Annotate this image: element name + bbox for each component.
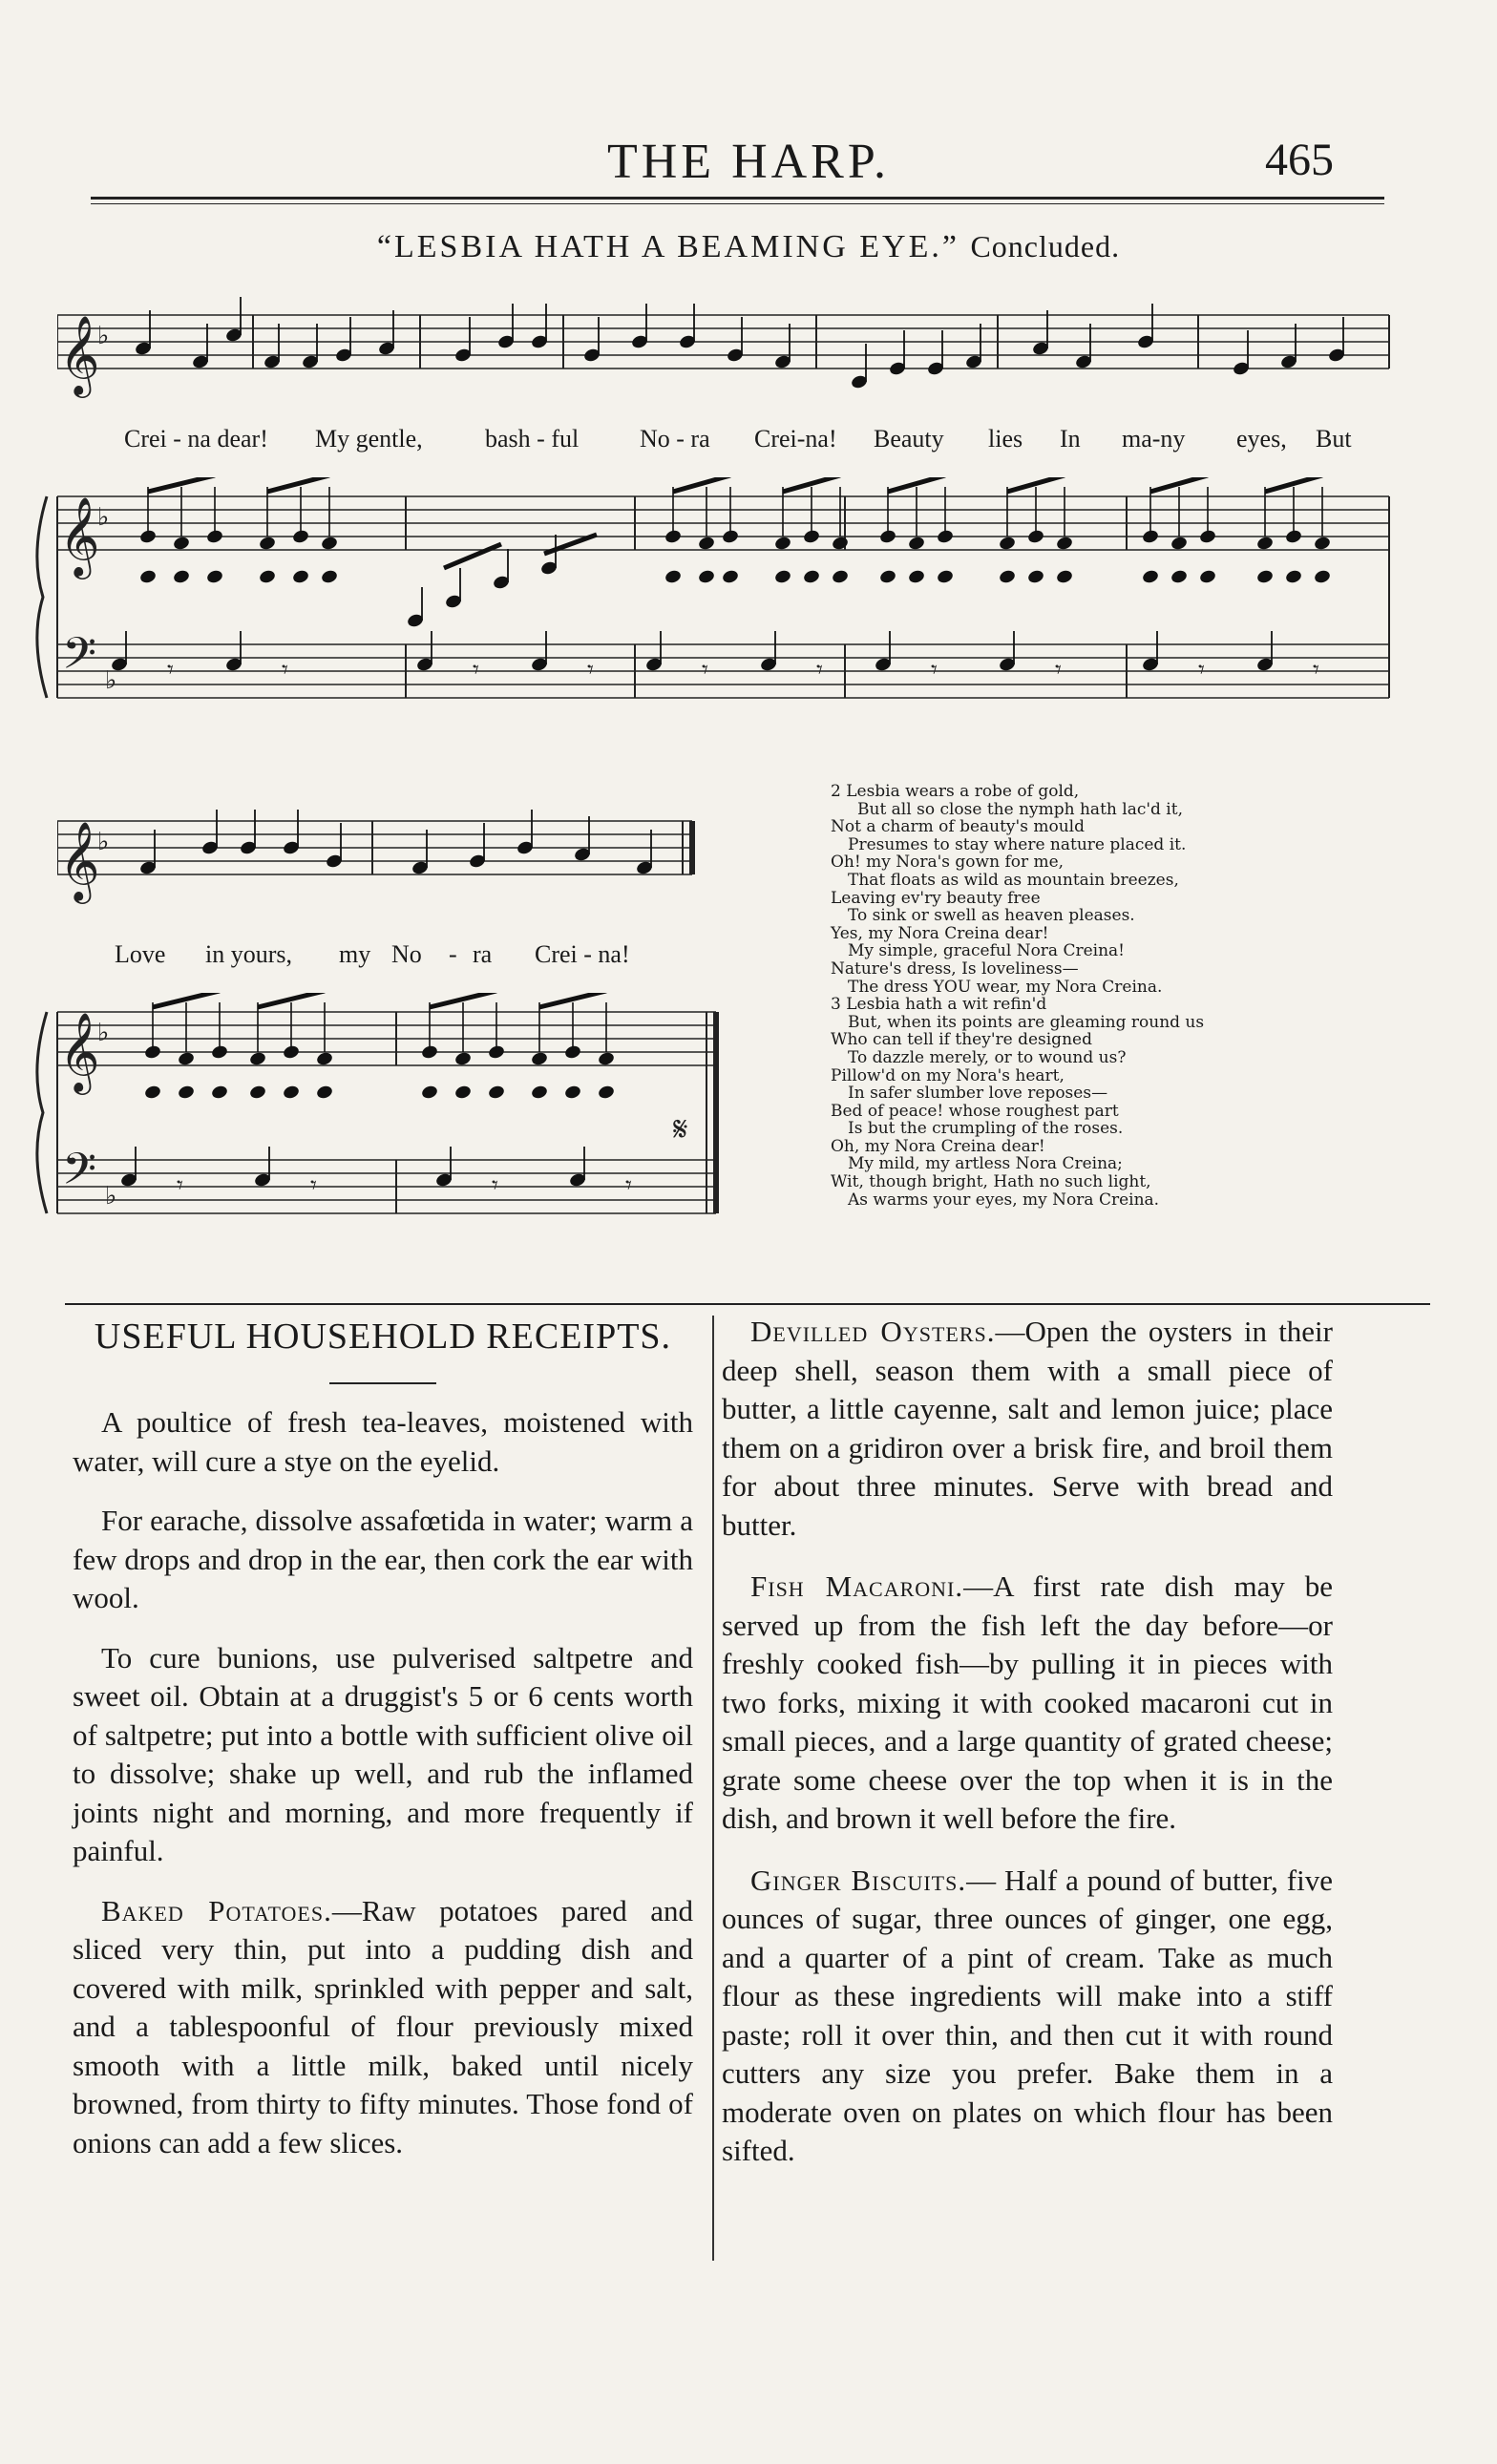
note-head [248,1051,266,1067]
note-head [936,569,954,585]
key-signature-flat: ♭ [97,1019,110,1047]
additional-verses [831,783,1365,1209]
treble-clef: 𝄞 [59,495,100,576]
verse-line: Oh! my Nora's gown for me, [831,853,1065,873]
receipt-paragraph [722,1313,1333,1545]
receipts-right-column [722,1313,1333,2171]
receipt-text: For earache, dissolve assafœtida in water; warm a few drops and drop in the ear, then cork the ear with wool. [73,1504,693,1614]
page-number: 465 [1265,135,1334,185]
rest-symbol: 𝄾 [167,656,174,684]
note-head [773,536,791,552]
receipt-paragraph [722,1862,1333,2171]
note-head [563,1085,581,1101]
brace [37,496,47,698]
note-head [172,569,190,585]
note-head [597,1085,615,1101]
song-title [0,229,1497,265]
verse-line: Yes, my Nora Creina dear! [831,923,1049,943]
note-head [530,1085,548,1101]
lyric-word: in yours, [205,940,292,968]
verse-line: Is but the crumpling of the roses. [848,1119,1124,1139]
verse-line: That floats as wild as mountain breezes, [848,870,1179,890]
note-head [831,569,849,585]
rest-symbol: 𝄾 [931,656,938,684]
lyric-word: Beauty [874,425,944,453]
rest-symbol: 𝄾 [1313,656,1319,684]
running-title: THE HARP. [606,135,891,189]
receipt-paragraph [73,1502,693,1618]
rest-symbol: 𝄾 [177,1171,183,1200]
note-head [282,1085,300,1101]
receipt-title: Devilled Oysters. [750,1315,996,1348]
verse-line: Bed of peace! whose roughest part [831,1101,1119,1121]
note-head [315,1051,333,1067]
receipt-text: —Open the oysters in their deep shell, season them with a small piece of butter, a little cayenne, salt and lemon juice; place them on a gridiron over a brisk fire, and broil them for about three minutes. Serve with bread and butter. [722,1315,1333,1542]
verse-line: My mild, my artless Nora Creina; [848,1154,1123,1174]
column-rule [712,1316,714,2261]
note-head [907,536,925,552]
note-head [597,1051,615,1067]
segno-symbol: 𝄋 [673,1110,688,1149]
key-signature-flat: ♭ [97,322,110,350]
note-head [998,536,1016,552]
section-divider [65,1303,1430,1305]
receipt-text: —Raw potatoes pared and sliced very thin, put into a pudding dish and covered with milk, sprinkled with pepper and salt, and a tablespoonful of flour previously mixed smooth with a little milk, baked until nicely browned, from thirty to fifty minutes. Those fond of onions can add a few slices. [73,1893,693,2159]
note-head [1313,536,1331,552]
lyric-word: Crei - na! [535,940,630,968]
header-rule-thin [91,203,1384,204]
note-head [530,1051,548,1067]
rest-symbol: 𝄾 [587,656,594,684]
key-signature-flat: ♭ [97,828,110,856]
note-beam [444,544,501,568]
lyric-word: In [1060,425,1081,453]
song-title-text: “LESBIA HATH A BEAMING EYE.” [376,229,959,264]
verse-line: But, when its points are gleaming round us [848,1012,1205,1032]
rest-symbol: 𝄾 [492,1171,498,1200]
verse-line: 3 Lesbia hath a wit refin'd [831,995,1047,1015]
bass-clef: 𝄢 [62,628,97,690]
receipt-text: To cure bunions, use pulverised saltpetre and sweet oil. Obtain at a druggist's 5 or 6 cents worth of saltpetre; put into a bottle with sufficient olive oil to dissolve; shake up well, and rub the inflamed joints night and morning, and more frequently if painful. [73,1640,693,1867]
note-head [420,1085,438,1101]
receipt-title: Baked Potatoes. [101,1893,332,1927]
verse-line: Wit, though bright, Hath no such light, [831,1172,1151,1192]
lyric-word: ma-ny [1122,425,1186,453]
score-system-2-piano-staves [24,993,726,1270]
note-head [138,569,157,585]
note-head [258,536,276,552]
rest-symbol: 𝄾 [625,1171,632,1200]
note-head [320,536,338,552]
note-head [1313,569,1331,585]
lyric-word: No [391,940,422,968]
score-system-1-melody-staff [57,296,1394,439]
note-head [258,569,276,585]
note-head [1026,569,1044,585]
treble-clef: 𝄞 [59,1011,100,1091]
verse-line: Oh, my Nora Creina dear! [831,1136,1045,1156]
rest-symbol: 𝄾 [1055,656,1062,684]
note-head [1198,569,1216,585]
treble-clef: 𝄞 [59,820,100,900]
score-system-2-melody-staff [57,802,726,945]
lyric-word: my [339,940,371,968]
lyric-word: My gentle, [315,425,423,453]
receipt-text: —A first rate dish may be served up from the fish left the day before—or freshly cooked fish—by pulling it in pieces with two forks, mixing it with cooked macaroni cut in small pieces, and a large quantity of grated cheese; grate some cheese over the top when it is in the dish, and brown it well before the fire. [722,1569,1333,1835]
note-head [172,536,190,552]
note-head [721,569,739,585]
bass-clef: 𝄢 [62,1144,97,1206]
note-head [453,1051,472,1067]
lyric-word: Love [115,940,166,968]
rest-symbol: 𝄾 [473,656,479,684]
note-head [1170,536,1188,552]
song-title-suffix: Concluded. [970,229,1121,263]
verse-line: To sink or swell as heaven pleases. [848,906,1135,926]
note-head [315,1085,333,1101]
brace [37,1012,47,1213]
receipt-paragraph [73,1892,693,2163]
rest-symbol: 𝄾 [816,656,823,684]
lyric-word: But [1316,425,1352,453]
note-head [831,536,849,552]
rest-symbol: 𝄾 [310,1171,317,1200]
note-head [878,569,896,585]
lyric-word: eyes, [1236,425,1287,453]
lyrics-line-1 [124,425,1394,459]
lyric-word: ra [473,940,493,968]
score-system-1-piano-staves [24,477,1394,754]
note-head [1255,536,1274,552]
note-head [210,1085,228,1101]
receipt-title: Ginger Biscuits. [750,1863,967,1897]
note-head [453,1085,472,1101]
note-beam [544,535,597,554]
note-head [1284,569,1302,585]
note-head [773,569,791,585]
receipt-paragraph [73,1639,693,1871]
lyric-word: - [449,940,457,968]
note-beam [267,477,329,492]
receipt-paragraph [73,1403,693,1481]
verse-line: Who can tell if they're designed [831,1030,1092,1050]
verse-line: Pillow'd on my Nora's heart, [831,1065,1065,1085]
receipt-text: A poultice of fresh tea-leaves, moistened with water, will cure a stye on the eyelid. [73,1405,693,1478]
note-head [320,569,338,585]
lyric-word: No - ra [640,425,710,453]
note-head [697,569,715,585]
note-head [177,1085,195,1101]
verse-line: Presumes to stay where nature placed it. [848,834,1187,854]
note-head [487,1085,505,1101]
note-head [1141,569,1159,585]
lyric-word: bash - ful [485,425,580,453]
receipt-text: — Half a pound of butter, five ounces of sugar, three ounces of ginger, one egg, and a quarter of a pint of cream. Take as much flour as these ingredients will make into a stiff paste; roll it over thin, and then cut it with round cutters any size you prefer. Bake them in a moderate oven on plates on which flour has been sifted. [722,1863,1333,2167]
note-head [664,569,682,585]
receipts-left-column [73,1403,693,2162]
verse-line: To dazzle merely, or to wound us? [848,1047,1127,1067]
note-head [143,1085,161,1101]
verse-line: 2 Lesbia wears a robe of gold, [831,782,1080,801]
verse-line: Nature's dress, Is loveliness— [831,958,1079,979]
note-head [177,1051,195,1067]
note-head [291,569,309,585]
verse-line: But all so close the nymph hath lac'd it, [857,799,1183,819]
lyric-word: Crei-na! [754,425,837,453]
rest-symbol: 𝄾 [702,656,708,684]
note-head [998,569,1016,585]
key-signature-flat: ♭ [105,1182,117,1211]
lyric-word: Crei - na dear! [124,425,268,453]
verse-line: Leaving ev'ry beauty free [831,888,1041,908]
verse-line: As warms your eyes, my Nora Creina. [848,1190,1160,1210]
note-head [802,569,820,585]
verse-line: Not a charm of beauty's mould [831,817,1085,837]
note-beam [673,477,730,492]
verse-line: The dress YOU wear, my Nora Creina. [848,977,1163,997]
section-heading: USEFUL HOUSEHOLD RECEIPTS. [94,1316,672,1357]
lyrics-line-2 [115,940,687,975]
note-head [248,1085,266,1101]
rest-symbol: 𝄾 [1198,656,1205,684]
lyric-word: lies [988,425,1023,453]
receipt-paragraph [722,1568,1333,1839]
note-head [1255,569,1274,585]
key-signature-flat: ♭ [105,666,117,695]
note-head [1055,569,1073,585]
heading-rule [329,1382,436,1384]
note-head [697,536,715,552]
treble-clef: 𝄞 [59,314,100,394]
note-head [1055,536,1073,552]
key-signature-flat: ♭ [97,503,110,532]
note-head [907,569,925,585]
note-head [205,569,223,585]
verse-line: My simple, graceful Nora Creina! [848,941,1126,961]
note-head [1170,569,1188,585]
rest-symbol: 𝄾 [282,656,288,684]
verse-line: In safer slumber love reposes— [848,1084,1108,1104]
receipt-title: Fish Macaroni. [750,1569,964,1603]
header-rule [91,197,1384,200]
